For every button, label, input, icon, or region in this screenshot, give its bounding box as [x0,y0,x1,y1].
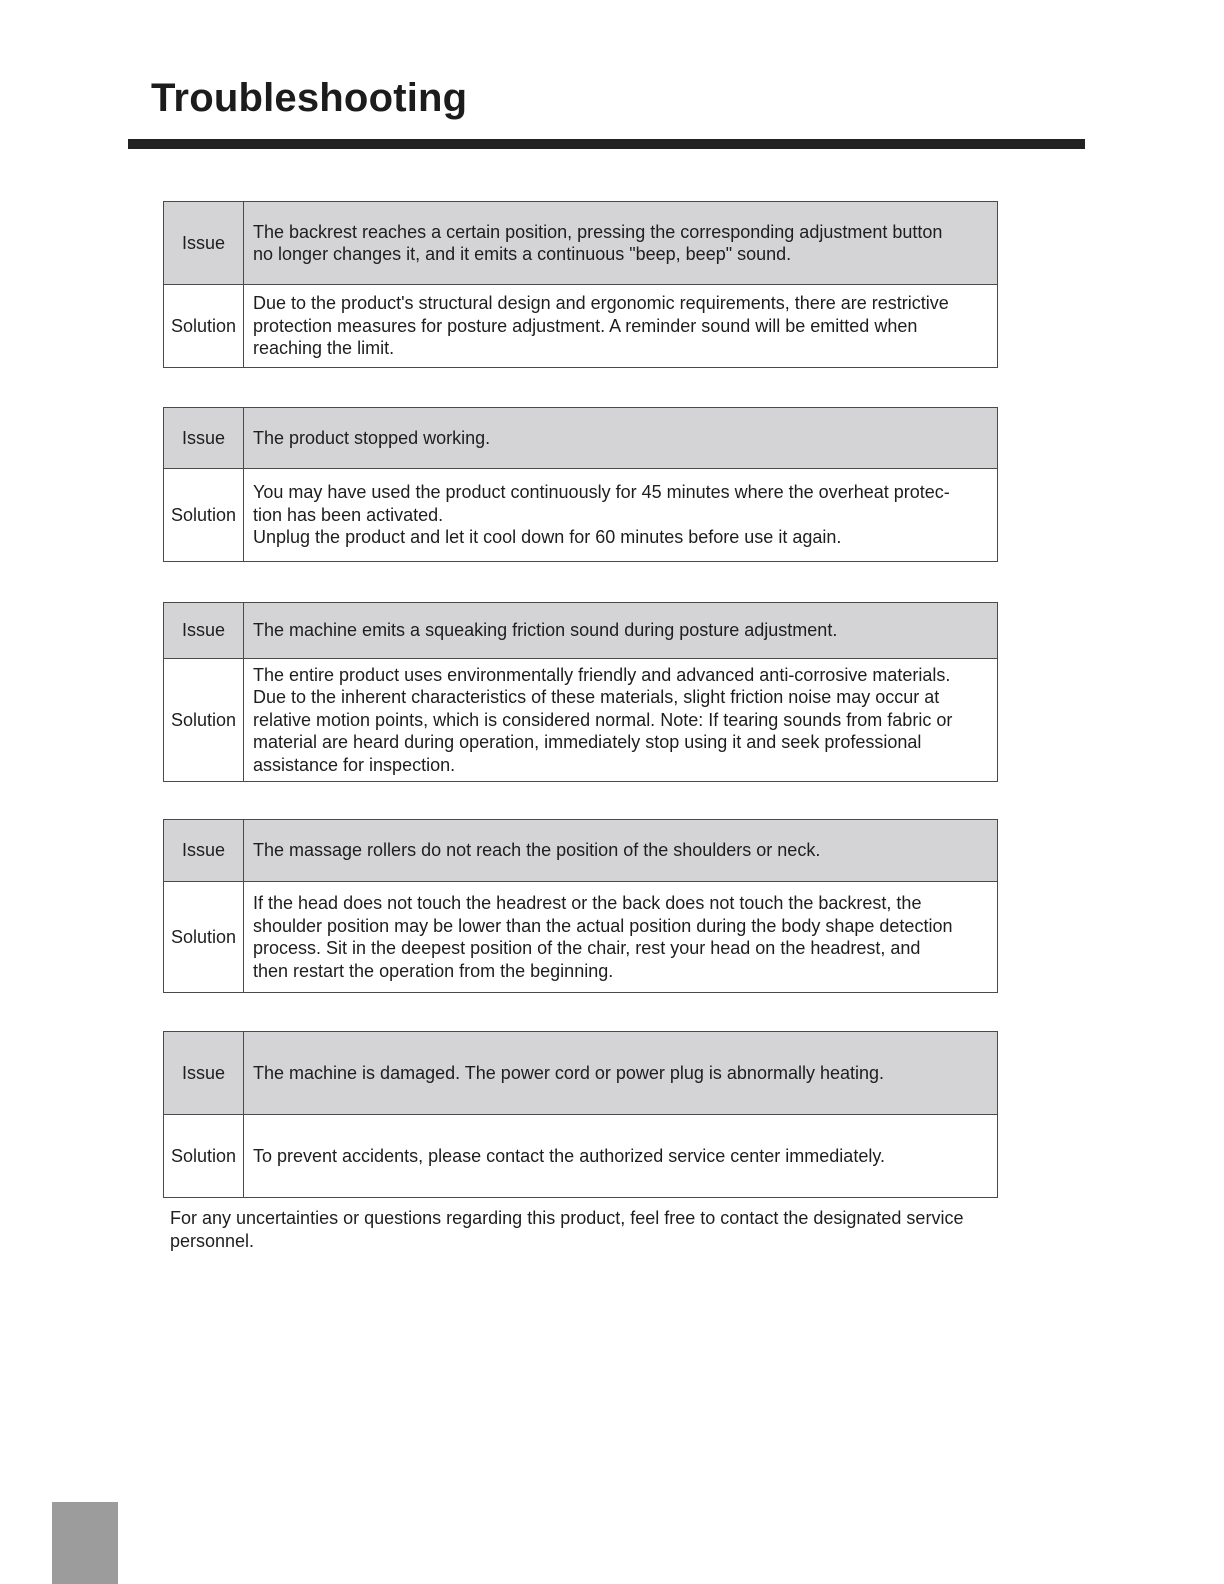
issue-row [164,820,998,882]
solution-row [164,659,998,782]
solution-text: Due to the product's structural design and ergonomic requirements, there are restrictive protection measures for posture adjustment. A reminder sound will be emitted when reaching the limit. [244,285,998,368]
page-number-tab [52,1502,118,1584]
solution-label: Solution [164,285,244,368]
solution-text: The entire product uses environmentally friendly and advanced anti-corrosive materials. Due to the inherent characteristics of these materials, slight friction noise may occur at relative motion points, which is considered normal. Note: If tearing sounds from fabric or material are heard during operation, immediately stop using it and seek professional assistance for inspection. [244,659,998,782]
solution-label: Solution [164,469,244,562]
troubleshooting-table-2 [163,407,998,562]
troubleshooting-table-1 [163,201,998,368]
issue-label: Issue [164,202,244,285]
troubleshooting-table-5 [163,1031,998,1198]
issue-row [164,202,998,285]
issue-text: The machine is damaged. The power cord or power plug is abnormally heating. [244,1032,998,1115]
page-title: Troubleshooting [151,76,468,120]
solution-label: Solution [164,882,244,993]
issue-text: The product stopped working. [244,408,998,469]
troubleshooting-table-3 [163,602,998,782]
solution-label: Solution [164,1115,244,1198]
issue-text: The backrest reaches a certain position, pressing the corresponding adjustment button no longer changes it, and it emits a continuous "beep, beep" sound. [244,202,998,285]
issue-row [164,408,998,469]
solution-label: Solution [164,659,244,782]
troubleshooting-table-4 [163,819,998,993]
solution-row [164,1115,998,1198]
issue-label: Issue [164,408,244,469]
issue-row [164,1032,998,1115]
solution-text: To prevent accidents, please contact the authorized service center immediately. [244,1115,998,1198]
solution-row [164,469,998,562]
issue-text: The machine emits a squeaking friction sound during posture adjustment. [244,603,998,659]
solution-text: You may have used the product continuously for 45 minutes where the overheat protec- tion has been activated. Unplug the product and let it cool down for 60 minutes before use it again. [244,469,998,562]
solution-row [164,285,998,368]
issue-label: Issue [164,603,244,659]
issue-text: The massage rollers do not reach the position of the shoulders or neck. [244,820,998,882]
solution-text: If the head does not touch the headrest or the back does not touch the backrest, the shoulder position may be lower than the actual position during the body shape detection process. Sit in the deepest position of the chair, rest your head on the headrest, and then restart the operation from the beginning. [244,882,998,993]
footer-note: For any uncertainties or questions regarding this product, feel free to contact the designated service personnel. [170,1208,964,1251]
issue-label: Issue [164,820,244,882]
solution-row [164,882,998,993]
issue-row [164,603,998,659]
title-rule [128,139,1085,149]
issue-label: Issue [164,1032,244,1115]
